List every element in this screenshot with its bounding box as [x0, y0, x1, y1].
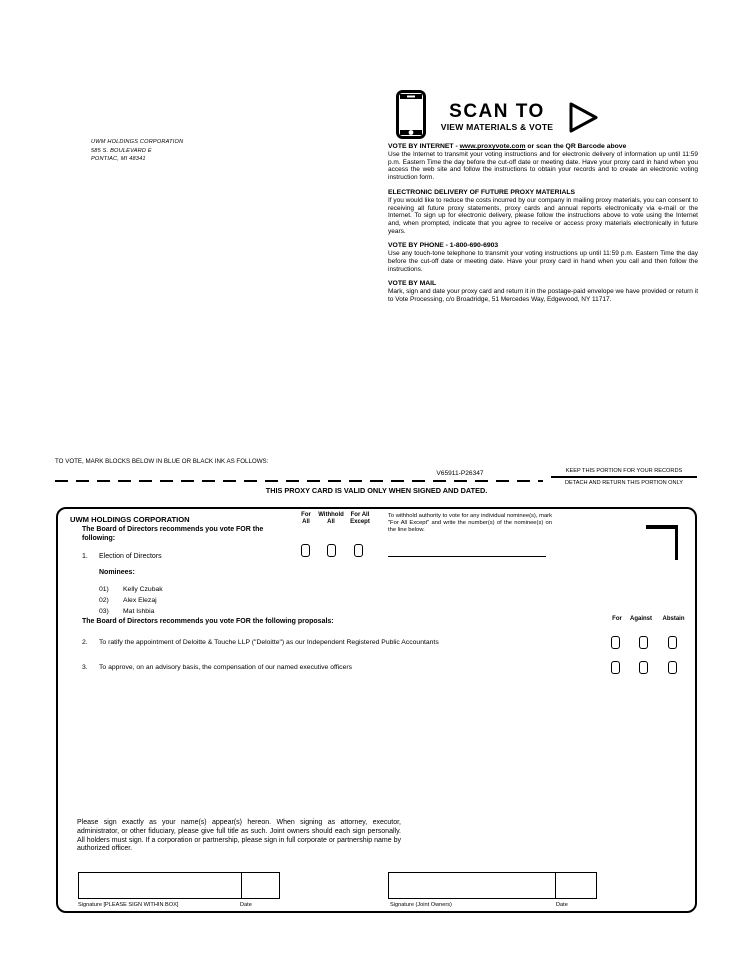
checkbox-for-all-except[interactable] [354, 544, 363, 557]
edelivery-body: If you would like to reduce the costs incurred by our company in mailing proxy materials, you can consent to receiving all future proxy statements, proxy cards and annual reports electronically via e-mail or the Internet. To sign up for electronic delivery, please follow the instructions above to vote using the Internet and, when prompted, indicate that you agree to receive or access proxy materials electronically in future years. [388, 196, 698, 235]
recipient-address [91, 138, 183, 164]
edelivery-heading: ELECTRONIC DELIVERY OF FUTURE PROXY MATERIALS [388, 188, 576, 196]
control-number: V65911-P26347 [436, 470, 484, 477]
column-withhold-all-line1: Withhold [318, 512, 344, 518]
signature-primary-label: Signature [PLEASE SIGN WITHIN BOX] [78, 902, 179, 908]
valid-when-signed-notice: THIS PROXY CARD IS VALID ONLY WHEN SIGNED AND DATED. [265, 486, 488, 495]
corner-mark-icon [675, 525, 679, 560]
column-for-all-except [339, 512, 381, 525]
recipient-city: PONTIAC, MI 48341 [91, 156, 146, 162]
proposals-recommendation: The Board of Directors recommends you vote FOR the following proposals: [82, 618, 334, 625]
signature-primary-box[interactable] [78, 872, 280, 899]
signature-date-divider [555, 873, 556, 898]
scan-banner-text [433, 102, 561, 132]
vote-by-internet-body: Use the Internet to transmit your voting instructions and for electronic delivery of information up until 11:59 p.m. Eastern Time the day before the cut-off date or meeting date. Have your proxy card in hand when you access the web site and follow the instructions to obtain your records and to create an electronic voting instruction form. [388, 151, 698, 182]
scan-subtitle: VIEW MATERIALS & VOTE [440, 122, 554, 132]
perforation-dashed-line [55, 480, 543, 482]
nominee-name: Mat Ishbia [123, 608, 155, 615]
recipient-street: 585 S. BOULEVARD E [91, 147, 152, 154]
proxyvote-link[interactable]: www.proxyvote.com [459, 143, 526, 150]
mark-instruction: TO VOTE, MARK BLOCKS BELOW IN BLUE OR BLACK INK AS FOLLOWS: [55, 458, 269, 465]
keep-detach-block [551, 468, 697, 486]
nominees-label: Nominees: [99, 569, 135, 576]
edelivery-section [388, 189, 698, 236]
withhold-help-text: To withhold authority to vote for any individual nominee(s), mark "For All Except" and write the number(s) of the nominee(s) on the line below. [388, 513, 552, 533]
arrow-right-icon [568, 101, 599, 139]
vote-by-internet-heading [388, 143, 698, 151]
checkbox-proposal3-abstain[interactable] [668, 661, 677, 674]
card-company-name: UWM HOLDINGS CORPORATION [70, 515, 190, 524]
checkbox-proposal2-abstain[interactable] [668, 636, 677, 649]
smartphone-icon [396, 90, 426, 144]
checkbox-proposal2-for[interactable] [611, 636, 620, 649]
vote-by-mail-section [388, 280, 698, 303]
vote-by-phone-heading: VOTE BY PHONE - 1-800-690-6903 [388, 242, 499, 250]
proposal3-number: 3. [82, 664, 88, 671]
proposal2-text: To ratify the appointment of Deloitte & Touche LLP ("Deloitte") as our Independent Registered Public Accountants [99, 639, 439, 646]
checkbox-proposal2-against[interactable] [639, 636, 648, 649]
signature-primary-date-label: Date [240, 902, 252, 908]
item1-number: 1. [82, 553, 88, 560]
keep-portion-note: KEEP THIS PORTION FOR YOUR RECORDS [551, 468, 697, 478]
signature-joint-box[interactable] [388, 872, 597, 899]
scan-title: SCAN TO [449, 101, 545, 122]
vote-by-mail-heading: VOTE BY MAIL [388, 280, 437, 288]
proposal3-text: To approve, on an advisory basis, the compensation of our named executive officers [99, 664, 353, 671]
proxy-card [56, 507, 697, 913]
vote-by-phone-body: Use any touch-tone telephone to transmit your voting instructions up until 11:59 p.m. Eastern Time the day before the cut-off date or meeting date. Have your proxy card in hand when you call and then follow the instructions. [388, 250, 698, 273]
vote-by-internet-section [388, 143, 698, 182]
signature-joint-label: Signature (Joint Owners) [390, 902, 452, 908]
internet-heading-suffix: or scan the QR Barcode above [525, 143, 627, 150]
column-against: Against [629, 616, 652, 622]
proposal2-number: 2. [82, 639, 88, 646]
scan-banner [396, 90, 599, 144]
column-withhold-all-line2: All [327, 518, 335, 525]
nominee-name: Alex Elezaj [123, 597, 157, 604]
recipient-name: UWM HOLDINGS CORPORATION [91, 139, 184, 145]
column-for-all-except-line2: Except [350, 518, 370, 525]
signing-instructions: Please sign exactly as your name(s) appear(s) hereon. When signing as attorney, executor, administrator, or other fiduciary, please give full title as such. Joint owners should each sign personally. All holders must sign. If a corporation or partnership, please sign in full corporate or partnership name by authorized officer. [77, 819, 401, 853]
vote-by-phone-section [388, 242, 698, 273]
checkbox-proposal3-against[interactable] [639, 661, 648, 674]
exception-write-in-line[interactable] [388, 556, 546, 557]
internet-heading-prefix: VOTE BY INTERNET - [388, 143, 460, 150]
checkbox-withhold-all[interactable] [327, 544, 336, 557]
signature-date-divider [241, 873, 242, 898]
detach-portion-note: DETACH AND RETURN THIS PORTION ONLY [565, 480, 683, 486]
column-for: For [612, 616, 622, 622]
directors-recommendation: The Board of Directors recommends you vote FOR the following: [82, 526, 264, 542]
nominee-number: 02) [99, 597, 109, 604]
nominee-number: 01) [99, 586, 109, 593]
item1-label: Election of Directors [99, 553, 162, 560]
vote-instructions [388, 143, 698, 311]
column-abstain: Abstain [662, 616, 685, 622]
nominee-name: Kelly Czubak [123, 586, 163, 593]
vote-by-mail-body: Mark, sign and date your proxy card and return it in the postage-paid envelope we have provided or return it to Vote Processing, c/o Broadridge, 51 Mercedes Way, Edgewood, NY 11717. [388, 288, 698, 304]
checkbox-for-all[interactable] [301, 544, 310, 557]
column-for-all-line2: All [302, 518, 310, 525]
column-for-all-line1: For [301, 512, 311, 518]
corner-mark-icon [646, 525, 678, 529]
nominee-number: 03) [99, 608, 109, 615]
column-for-all-except-line1: For All [350, 512, 370, 518]
checkbox-proposal3-for[interactable] [611, 661, 620, 674]
signature-joint-date-label: Date [556, 902, 568, 908]
